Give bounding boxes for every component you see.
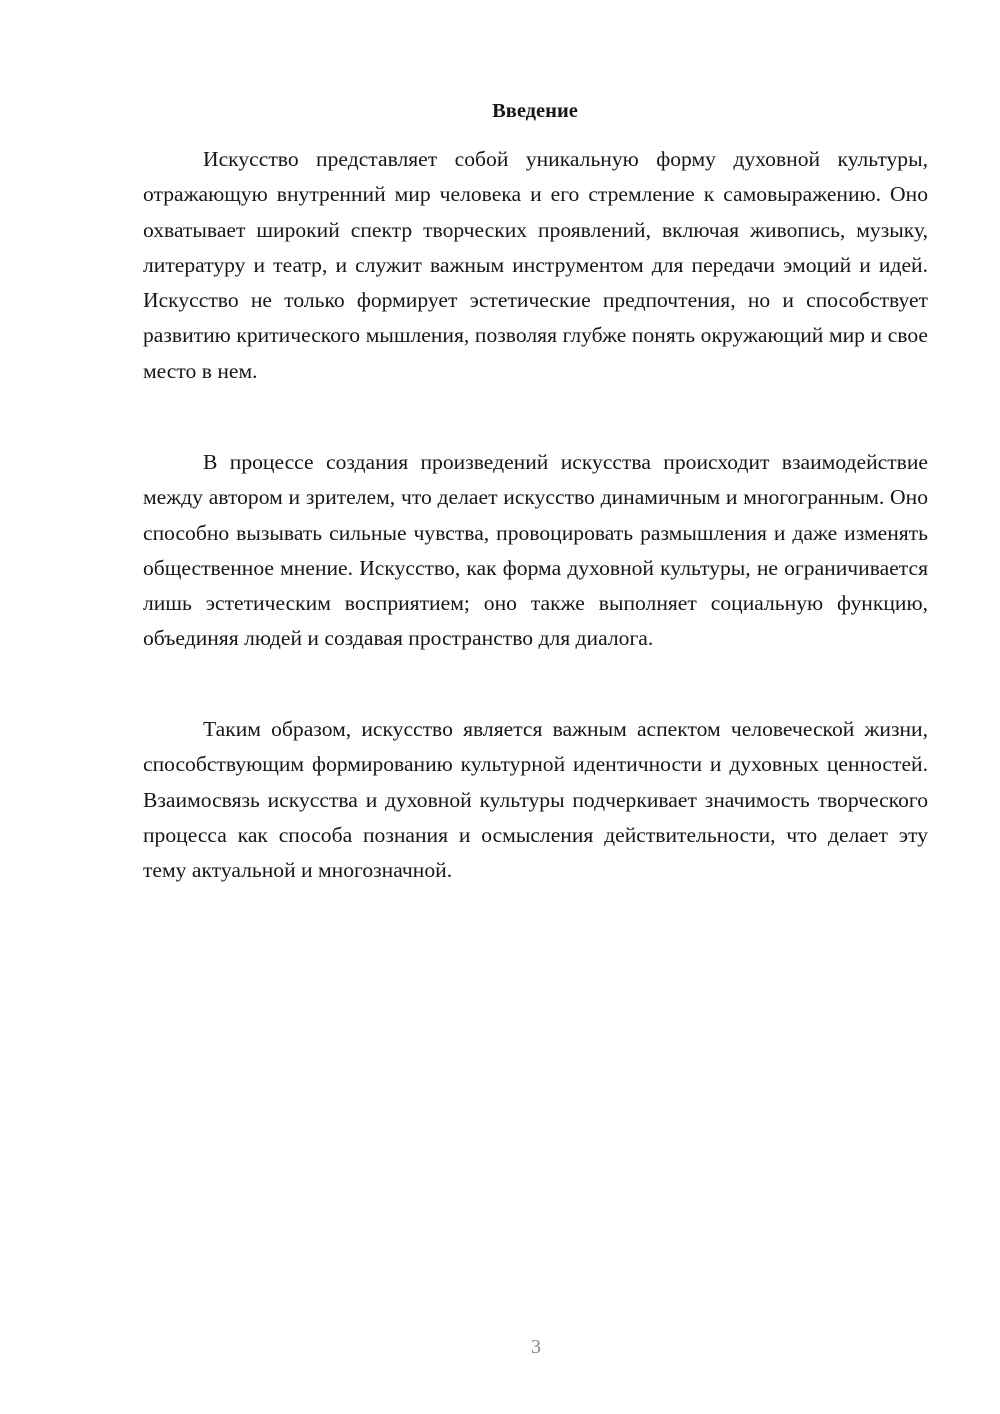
paragraph-2: В процессе создания произведений искусства происходит взаимодействие между автором и зрителем, что делает искусство динамичным и многогранным. Оно способно вызывать сильные чувства, провоцировать размышления и даже изменять общественное мнение. Искусство, как форма духовной культуры, не ограничивается лишь эстетическим восприятием; оно также выполняет социальную функцию, объединяя людей и создавая пространство для диалога. <box>143 450 928 651</box>
page-number: 3 <box>531 1336 541 1358</box>
paragraph-3: Таким образом, искусство является важным аспектом человеческой жизни, способствующим формированию культурной идентичности и духовных ценностей. Взаимосвязь искусства и духовной культуры подчеркивает значимость творческого процесса как способа познания и осмысления действительности, что делает эту тему актуальной и многозначной. <box>143 717 928 883</box>
section-heading: Введение <box>492 100 578 122</box>
paragraph-1: Искусство представляет собой уникальную форму духовной культуры, отражающую внутренний мир человека и его стремление к самовыражению. Оно охватывает широкий спектр творческих проявлений, включая живопись, музыку, литературу и театр, и служит важным инструментом для передачи эмоций и идей. Искусство не только формирует эстетические предпочтения, но и способствует развитию критического мышления, позволяя глубже понять окружающий мир и свое место в нем. <box>143 147 928 383</box>
